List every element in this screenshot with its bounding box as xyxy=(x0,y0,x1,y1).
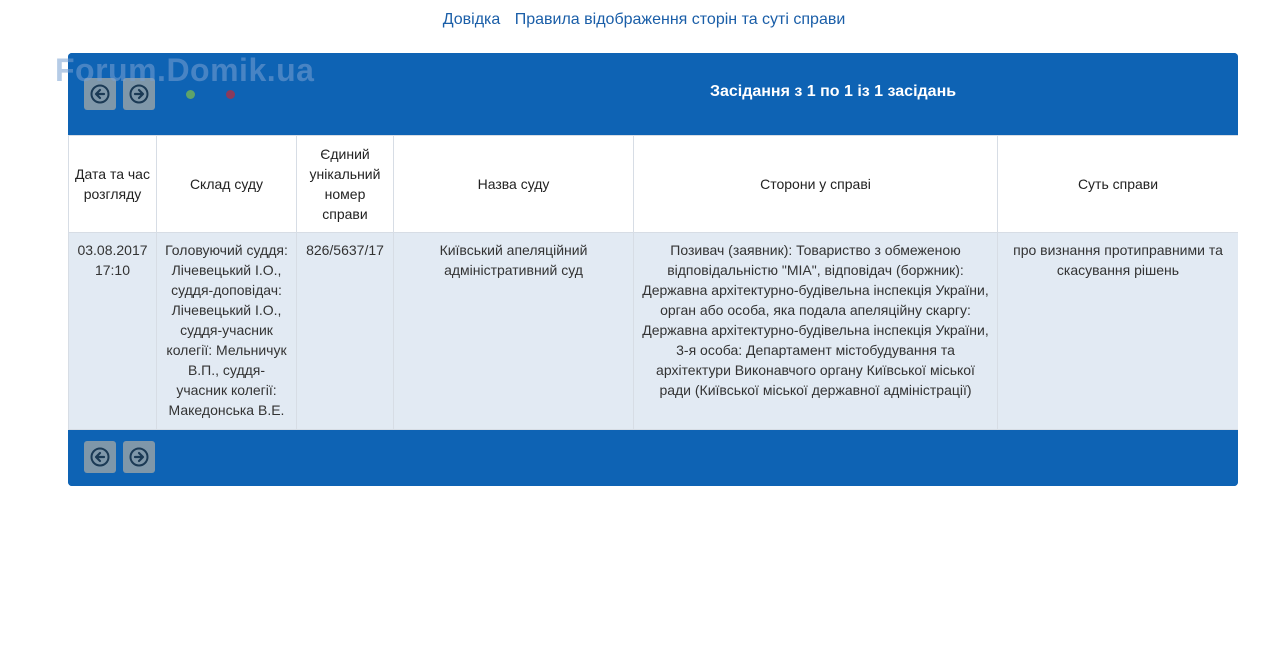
arrow-right-circle-icon xyxy=(129,447,149,467)
display-rules-link[interactable]: Правила відображення сторін та суті справи xyxy=(514,11,846,28)
column-header-court-name: Назва суду xyxy=(394,136,634,233)
cell-court-name: Київський апеляційний адміністративний суд xyxy=(394,233,634,430)
cell-case-number: 826/5637/17 xyxy=(297,233,394,430)
column-header-composition: Склад суду xyxy=(157,136,297,233)
cell-essence: про визнання протиправними та скасування рішень xyxy=(998,233,1239,430)
table-header-row xyxy=(69,136,1239,233)
column-header-parties: Сторони у справі xyxy=(634,136,998,233)
panel-footer xyxy=(68,430,1238,486)
hearings-table xyxy=(68,135,1238,430)
help-link[interactable]: Довідка xyxy=(442,11,501,28)
column-header-essence: Суть справи xyxy=(998,136,1239,233)
watermark-logo: Forum.Domik.ua xyxy=(55,52,315,88)
purple-dot xyxy=(226,90,235,99)
table-row xyxy=(69,233,1239,430)
column-header-datetime: Дата та час розгляду xyxy=(69,136,157,233)
next-page-button-bottom[interactable] xyxy=(123,441,155,473)
column-header-case-number: Єдиний унікальний номер справи xyxy=(297,136,394,233)
cell-datetime: 03.08.2017 17:10 xyxy=(69,233,157,430)
prev-page-button-bottom[interactable] xyxy=(84,441,116,473)
hearings-panel xyxy=(68,53,1238,486)
cell-composition: Головуючий суддя: Лічевецький І.О., суддя-доповідач: Лічевецький І.О., суддя-учасник колегії: Мельничук В.П., суддя-учасник колегії: Македонська В.Е. xyxy=(157,233,297,430)
cell-parties: Позивач (заявник): Товариство з обмеженою відповідальністю "МІА", відповідач (боржник): Державна архітектурно-будівельна інспекція України, орган або особа, яка подала апеляційну скаргу: Державна архітектурно-будівельна інспекція України, 3-я особа: Департамент містобудування та архітектури Виконавчого органу Київської міської ради (Київської міської державної адміністрації) xyxy=(634,233,998,430)
hearings-count-title: Засідання з 1 по 1 із 1 засідань xyxy=(709,83,957,100)
top-links xyxy=(0,11,1288,29)
arrow-left-circle-icon xyxy=(90,447,110,467)
green-dot xyxy=(186,90,195,99)
